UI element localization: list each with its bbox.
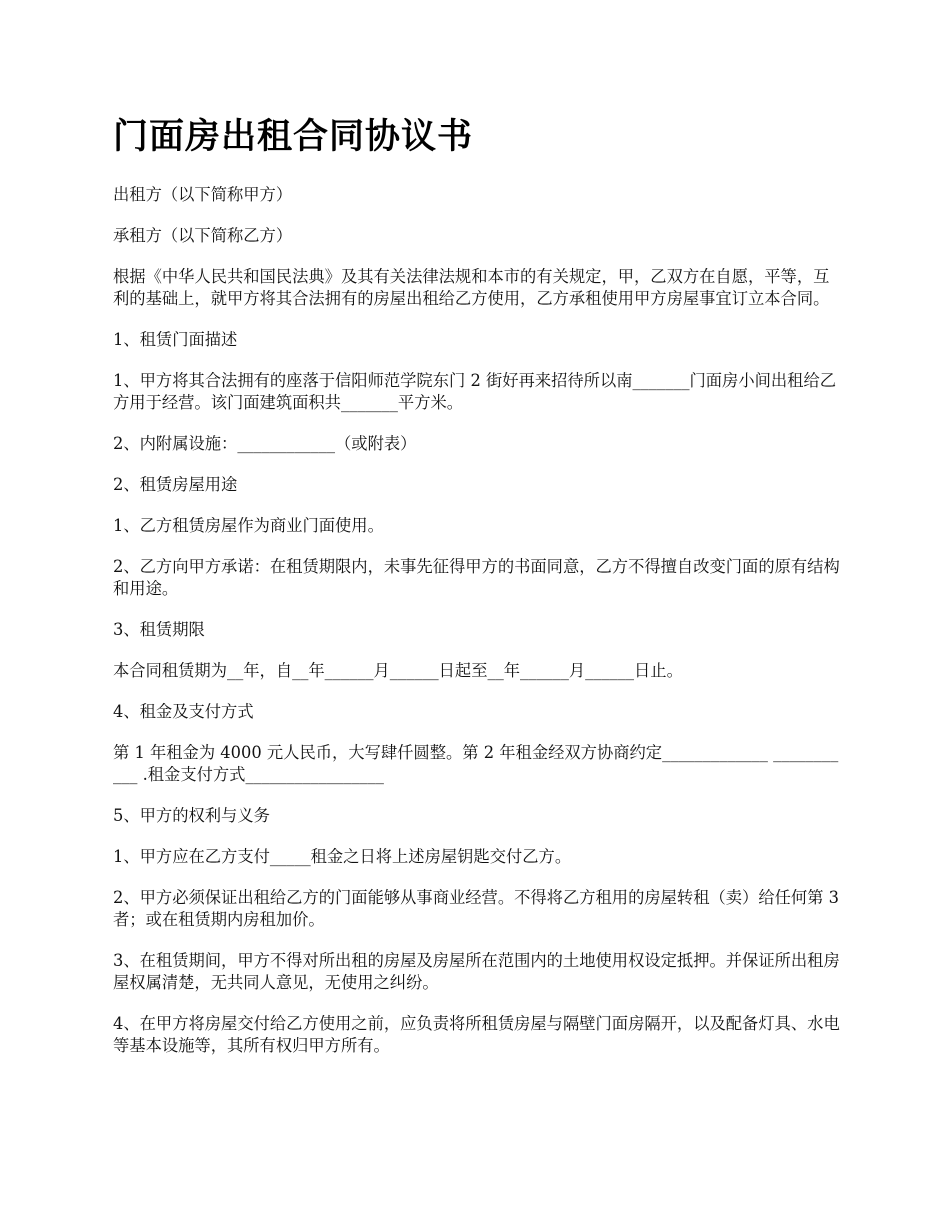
clause-paragraph: 2、甲方必须保证出租给乙方的门面能够从事商业经营。不得将乙方租用的房屋转租（卖）给任何第 3 者；或在租赁期内房租加价。: [113, 888, 845, 929]
clause-paragraph: 4、在甲方将房屋交付给乙方使用之前，应负责将所租赁房屋与隔壁门面房隔开，以及配备灯具、水电等基本设施等，其所有权归甲方所有。: [113, 1014, 840, 1055]
clause-paragraph: 3、在租赁期间，甲方不得对所出租的房屋及房屋所在范围内的土地使用权设定抵押。并保证所出租房屋权属清楚，无共同人意见，无使用之纠纷。: [113, 951, 840, 992]
clause-paragraph: 1、乙方租赁房屋作为商业门面使用。: [113, 516, 384, 535]
document-page: [113, 110, 843, 1076]
clause-paragraph: 1、甲方将其合法拥有的座落于信阳师范学院东门 2 街好再来招待所以南_______门面房小间出租给乙方用于经营。该门面建筑面积共_______平方米。: [113, 371, 837, 412]
document-title: 门面房出租合同协议书: [113, 117, 474, 157]
clause-paragraph: 1、甲方应在乙方支付_____租金之日将上述房屋钥匙交付乙方。: [113, 847, 572, 866]
section-heading: 3、租赁期限: [113, 620, 205, 639]
section-heading: 5、甲方的权利与义务: [113, 806, 270, 825]
section-heading: 1、租赁门面描述: [113, 330, 238, 349]
clause-paragraph: 第 1 年租金为 4000 元人民币，大写肆仟圆整。第 2 年租金经双方协商约定_____________ ___________ .租金支付方式_________________: [113, 743, 839, 784]
clause-paragraph: 本合同租赁期为__年，自__年______月______日起至__年______月______日止。: [113, 661, 683, 680]
clause-paragraph: 2、内附属设施：____________（或附表）: [113, 434, 417, 453]
preamble-paragraph: 根据《中华人民共和国民法典》及其有关法律法规和本市的有关规定，甲，乙双方在自愿，平等，互利的基础上，就甲方将其合法拥有的房屋出租给乙方使用，乙方承租使用甲方房屋事宜订立本合同。: [113, 267, 830, 308]
party-a-line: 出租方（以下简称甲方）: [113, 185, 293, 204]
section-heading: 2、租赁房屋用途: [113, 475, 238, 494]
section-heading: 4、租金及支付方式: [113, 702, 254, 721]
clause-paragraph: 2、乙方向甲方承诺：在租赁期限内，未事先征得甲方的书面同意，乙方不得擅自改变门面的原有结构和用途。: [113, 557, 840, 598]
party-b-line: 承租方（以下简称乙方）: [113, 226, 293, 245]
